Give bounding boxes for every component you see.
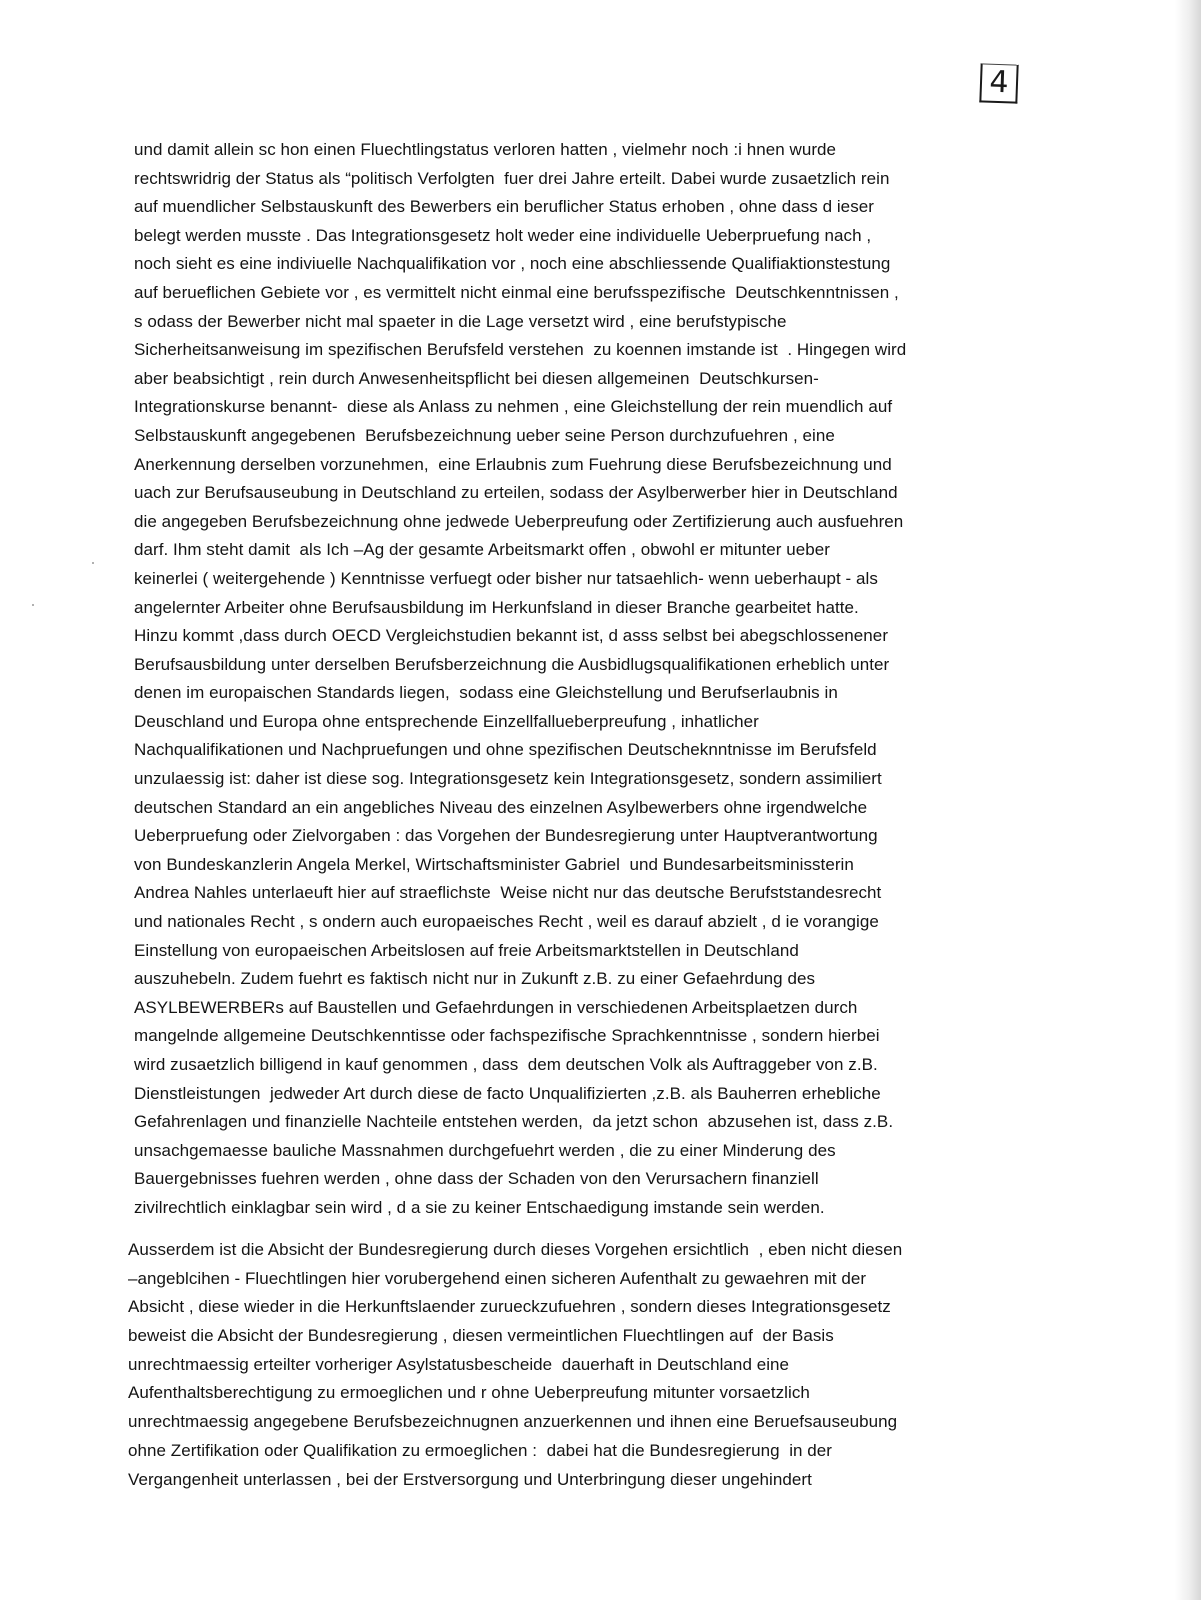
text-line: Dienstleistungen jedweder Art durch diese de facto Unqualifizierten ,z.B. als Bauherren erhebliche [134, 1083, 881, 1103]
text-line: und nationales Recht , s ondern auch europaeisches Recht , weil es darauf abzielt , d ie vorangige [134, 912, 879, 932]
page-number: 4 [979, 63, 1018, 103]
text-line: denen im europaischen Standards liegen, sodass eine Gleichstellung und Berufserlaubnis in [134, 683, 838, 703]
text-line: Integrationskurse benannt- diese als Anlass zu nehmen , eine Gleichstellung der rein muendlich auf [134, 397, 893, 417]
text-line: Ausserdem ist die Absicht der Bundesregierung durch dieses Vorgehen ersichtlich , eben nicht diesen [128, 1240, 903, 1259]
text-line: keinerlei ( weitergehende ) Kenntnisse verfuegt oder bisher nur tatsaehlich- wenn ueberhaupt - als [134, 568, 878, 588]
text-line: rechtswridrig der Status als “politisch Verfolgten fuer drei Jahre erteilt. Dabei wurde zusaetzlich rein [134, 168, 890, 188]
text-line: wird zusaetzlich billigend in kauf genommen , dass dem deutschen Volk als Auftraggeber von z.B. [134, 1055, 878, 1074]
scan-speck [32, 604, 34, 606]
text-line: ASYLBEWERBERs auf Baustellen und Gefaehrdungen in verschiedenen Arbeitsplaetzen durch [134, 997, 858, 1017]
text-line: und damit allein sc hon einen Fluechtlingstatus verloren hatten , vielmehr noch :i hnen wurde [134, 140, 837, 159]
text-line: Einstellung von europaeischen Arbeitslosen auf freie Arbeitsmarktstellen in Deutschland [134, 940, 799, 960]
text-line: belegt werden musste . Das Integrationsgesetz holt weder eine individuelle Ueberpruefung nach , [134, 225, 872, 245]
text-line: Absicht , diese wieder in die Herkunftslaender zurueckzufuehren , sondern dieses Integrationsgesetz [128, 1297, 891, 1317]
text-line: Hinzu kommt ,dass durch OECD Vergleichstudien bekannt ist, d asss selbst bei abegschlossenener [134, 626, 889, 646]
text-line: unrechtmaessig angegebene Berufsbezeichnugnen anzuerkennen und ihnen eine Beruefsauseubung [128, 1412, 898, 1432]
scan-speck [92, 562, 94, 564]
text-line: unrechtmaessig erteilter vorheriger Asylstatusbescheide dauerhaft in Deutschland eine [128, 1354, 790, 1374]
text-line: Berufsausbildung unter derselben Berufsberzeichnung die Ausbidlugsqualifikationen erheblich unter [134, 654, 890, 674]
text-line: mangelnde allgemeine Deutschkenntisse oder fachspezifische Sprachkenntnisse , sondern hierbei [134, 1026, 880, 1046]
text-line: die angegeben Berufsbezeichnung ohne jedwede Ueberpreufung oder Zertifizierung auch ausfuehren [134, 511, 904, 531]
text-line: ohne Zertifikation oder Qualifikation zu ermoeglichen : dabei hat die Bundesregierung in der [128, 1440, 833, 1460]
text-line: angelernter Arbeiter ohne Berufsausbildung im Herkunfsland in dieser Branche gearbeitet hatte. [134, 597, 859, 617]
text-line: –angeblcihen - Fluechtlingen hier vorubergehend einen sicheren Aufenthalt zu gewaehren mit der [128, 1268, 867, 1288]
text-line: auszuhebeln. Zudem fuehrt es faktisch nicht nur in Zukunft z.B. zu einer Gefaehrdung des [134, 969, 816, 989]
text-line: uach zur Berufsauseubung in Deutschland zu erteilen, sodass der Asylberwerber hier in Deutschland [134, 483, 898, 503]
text-line: zivilrechtlich einklagbar sein wird , d a sie zu keiner Entschaedigung imstande sein werden. [134, 1197, 825, 1217]
text-line: unsachgemaesse bauliche Massnahmen durchgefuehrt werden , die zu einer Minderung des [134, 1140, 836, 1160]
text-line: unzulaessig ist: daher ist diese sog. Integrationsgesetz kein Integrationsgesetz, sondern assimiliert [134, 769, 882, 789]
scan-edge-shadow [1175, 0, 1201, 1600]
paragraph-2 [128, 1236, 902, 1494]
text-line: noch sieht es eine indiviuelle Nachqualifikation vor , noch eine abschliessende Qualifiaktionstestung [134, 254, 891, 274]
text-line: auf muendlicher Selbstauskunft des Bewerbers ein beruflicher Status erhoben , ohne dass d ieser [134, 197, 874, 217]
paragraph-1 [134, 136, 906, 1223]
text-line: von Bundeskanzlerin Angela Merkel, Wirtschaftsminister Gabriel und Bundesarbeitsminissterin [134, 854, 854, 874]
text-line: Bauergebnisses fuehren werden , ohne dass der Schaden von den Verursachern finanziell [134, 1169, 819, 1189]
text-line: s odass der Bewerber nicht mal spaeter in die Lage versetzt wird , eine berufstypische [134, 311, 787, 331]
text-line: Gefahrenlagen und finanzielle Nachteile entstehen werden, da jetzt schon abzusehen ist, dass z.B. [134, 1112, 894, 1132]
text-line: auf berueflichen Gebiete vor , es vermittelt nicht einmal eine berufsspezifische Deutschkenntnissen , [134, 282, 899, 302]
text-line: Anerkennung derselben vorzunehmen, eine Erlaubnis zum Fuehrung diese Berufsbezeichnung und [134, 454, 892, 474]
text-line: deutschen Standard an ein angebliches Niveau des einzelnen Asylbewerbers ohne irgendwelche [134, 797, 868, 817]
text-line: Sicherheitsanweisung im spezifischen Berufsfeld verstehen zu koennen imstande ist . Hingegen wird [134, 340, 907, 360]
text-line: aber beabsichtigt , rein durch Anwesenheitspflicht bei diesen allgemeinen Deutschkursen- [134, 368, 819, 388]
text-line: Aufenthaltsberechtigung zu ermoeglichen und r ohne Ueberpreufung mitunter vorsaetzlich [128, 1383, 810, 1403]
text-line: beweist die Absicht der Bundesregierung , diesen vermeintlichen Fluechtlingen auf der Basis [128, 1326, 834, 1346]
text-line: Andrea Nahles unterlaeuft hier auf straeflichste Weise nicht nur das deutsche Berufststandesrecht [134, 883, 882, 903]
text-line: darf. Ihm steht damit als Ich –Ag der gesamte Arbeitsmarkt offen , obwohl er mitunter ueber [134, 540, 830, 560]
text-line: Ueberpruefung oder Zielvorgaben : das Vorgehen der Bundesregierung unter Hauptverantwortung [134, 826, 878, 846]
text-line: Nachqualifikationen und Nachpruefungen und ohne spezifischen Deutscheknntnisse im Berufsfeld [134, 740, 877, 760]
text-line: Deuschland und Europa ohne entsprechende Einzellfallueberpreufung , inhatlicher [134, 711, 759, 731]
text-line: Selbstauskunft angegebenen Berufsbezeichnung ueber seine Person durchzufuehren , eine [134, 425, 835, 445]
text-line: Vergangenheit unterlassen , bei der Erstversorgung und Unterbringung dieser ungehindert [128, 1469, 812, 1489]
